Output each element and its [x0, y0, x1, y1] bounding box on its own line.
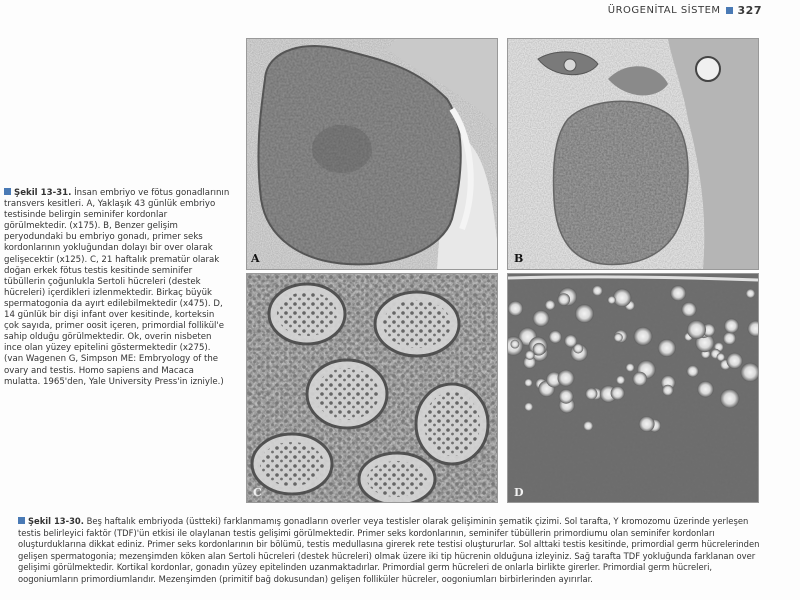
- micrograph-panel-c: [246, 273, 498, 503]
- follicle: [608, 296, 616, 304]
- follicle: [687, 320, 706, 339]
- panel-a-label: A: [251, 252, 260, 265]
- micrograph-b-image: [508, 39, 758, 269]
- figure-13-30-caption: [18, 516, 770, 586]
- caption-text: İnsan embriyo ve fötus gonadlarının transvers kesitleri. A, Yaklaşık 43 günlük embriyo testisinde belirgin seminifer kordonlar görülmektedir. (x175). B, Benzer gelişim peryodundaki bu embriyo gonadı, primer seks kordonlarının yokluğundan dolayı bir over olarak gelişecektir (x125). C, 21 haftalık prematür olarak doğan erkek fötus testis kesitinde seminifer tübüllerin çoğunlukla Sertoli hücreleri (destek hücreleri) içerdikleri izlenmektedir. Birkaç büyük spermatogonia da ayırt edilebilmektedir (x475). D, 14 günlük bir dişi infant over kesitinde, korteksin çok sayıda, primer oosit içeren, primordial follikül'e sahip olduğu görülmektedir. Ok, overin nisbeten ince olan yüzey epitelini göstermektedir (x275). (van Wagenen G, Simpson ME: Embryology of the ovary and testis. Homo sapiens and Macaca mulatta. 1965'den, Yale University Press'in izniyle.): [4, 188, 230, 387]
- follicle: [508, 301, 523, 316]
- follicle: [697, 381, 713, 397]
- follicle: [545, 300, 555, 310]
- header-square-icon: [726, 7, 733, 14]
- figure-13-31-caption: [4, 188, 230, 388]
- follicle: [558, 370, 575, 387]
- panel-c-label: C: [253, 486, 262, 499]
- micrograph-d-image: [508, 274, 758, 502]
- follicle: [616, 376, 625, 385]
- panel-b-label: B: [514, 252, 524, 265]
- micrograph-panel-d: [507, 273, 759, 503]
- panel-d-label: D: [514, 486, 524, 499]
- follicle: [633, 372, 647, 386]
- follicle: [585, 388, 597, 400]
- page-number: 327: [737, 4, 762, 17]
- follicle: [592, 285, 603, 296]
- follicle: [611, 386, 625, 400]
- follicle: [723, 332, 736, 345]
- follicle: [549, 330, 562, 343]
- follicle: [525, 350, 535, 360]
- follicle: [533, 343, 546, 356]
- micrograph-a-image: [247, 39, 497, 269]
- follicle: [575, 304, 594, 323]
- follicle: [746, 289, 755, 298]
- follicle: [727, 353, 743, 369]
- follicle: [634, 327, 653, 346]
- follicle: [511, 340, 520, 349]
- follicle: [564, 335, 577, 348]
- follicle: [558, 293, 571, 306]
- follicle: [717, 353, 725, 361]
- running-header: [608, 4, 762, 17]
- follicle: [682, 302, 697, 317]
- follicle: [658, 339, 676, 357]
- follicle: [662, 385, 673, 396]
- follicle: [670, 285, 686, 301]
- follicle: [524, 379, 532, 387]
- follicle: [533, 310, 550, 327]
- caption-text: Beş haftalık embriyoda (üstteki) farklanmamış gonadların overler veya testisler olarak gelişiminin şematik çizimi. Sol tarafta, Y kromozomu üzerinde yerleşen testis belirleyici faktör (TDF)'ün etkisi ile olaylanan testis gelişimi görülmektedir. Primer seks kordonlarının, seminifer tübüllerin primordiumu olan seminifer kordonları oluşturduklarına dikkat ediniz. Primer seks kordonlarının bir bölümü, testis medullasına girerek rete testisi oluştururlar. Sol alttaki testis kesitinde, primordial germ hücrelerinden gelişen spermatogonia; mezenşimden köken alan Sertoli hücreleri (destek hücreleri) olmak üzere iki tip hücrenin olduğuna izleyiniz. Sağ tarafta TDF yokluğunda farklanan over gelişimi görülmektedir. Kortikal kordonlar, gonadın yüzey epitelinden uzanmaktadırlar. Primordial germ hücreleri de onlarla birlikte girerler. Primordial germ hücreleri, oogoniumların primordiumlarıdır. Mezenşimden (primitif bağ dokusundan) gelişen folliküler hücreler, oogoniumları birbirlerinden ayırırlar.: [18, 516, 760, 584]
- follicle: [613, 289, 631, 307]
- micrograph-panel-a: [246, 38, 498, 270]
- follicle: [639, 416, 655, 432]
- follicle: [614, 333, 623, 342]
- follicle: [626, 363, 635, 372]
- caption-lead: Şekil 13-30.: [28, 516, 84, 526]
- caption-square-icon: [4, 188, 11, 195]
- micrograph-c-image: [247, 274, 497, 502]
- follicle: [724, 319, 739, 334]
- micrograph-panel-b: [507, 38, 759, 270]
- follicle: [524, 402, 533, 411]
- section-title: ÜROGENİTAL SİSTEM: [607, 5, 721, 16]
- follicle: [687, 365, 699, 377]
- caption-square-icon: [18, 517, 25, 524]
- follicle: [720, 389, 739, 408]
- follicle: [583, 421, 593, 431]
- caption-lead: Şekil 13-31.: [14, 188, 72, 198]
- follicle: [559, 389, 574, 404]
